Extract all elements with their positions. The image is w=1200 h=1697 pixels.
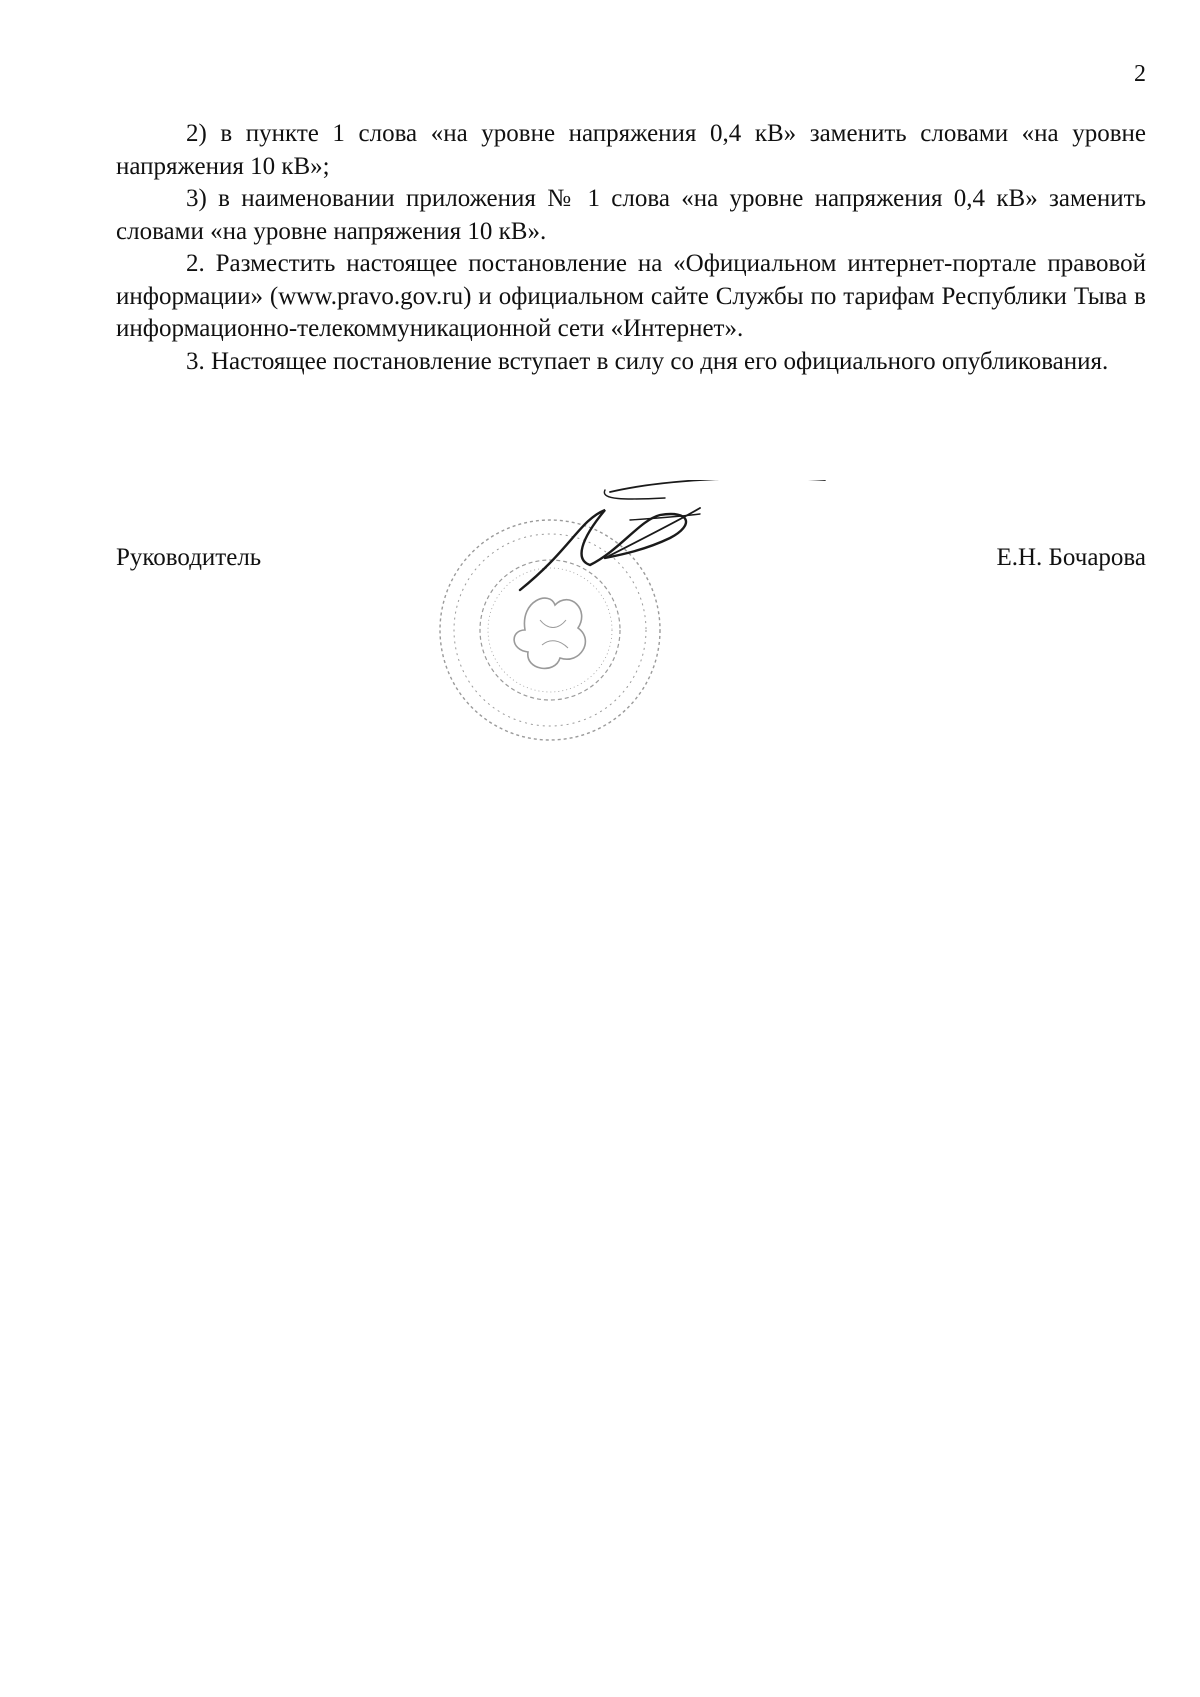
signatory-name: Е.Н. Бочарова (996, 544, 1146, 571)
signature-block (116, 542, 1146, 582)
paragraph-amendment-2: 2) в пункте 1 слова «на уровне напряжения 0,4 кВ» заменить словами «на уровне напряжения 10 кВ»; (116, 120, 1146, 180)
official-seal-and-signature (430, 480, 910, 780)
document-body (116, 118, 1146, 378)
page-number: 2 (1134, 61, 1146, 87)
signatory-title: Руководитель (116, 544, 262, 571)
paragraph-publication: 2. Разместить настоящее постановление на «Официальном интернет-портале правовой информации» (www.pravo.gov.ru) и официальном сайте Службы по тарифам Республики Тыва в информационно-телекоммуникационной сети «Интернет». (116, 250, 1146, 342)
paragraph-effective-date: 3. Настоящее постановление вступает в силу со дня его официального опубликования. (186, 347, 1109, 375)
paragraph-amendment-3: 3) в наименовании приложения № 1 слова «на уровне напряжения 0,4 кВ» заменить словами «на уровне напряжения 10 кВ». (116, 185, 1146, 245)
